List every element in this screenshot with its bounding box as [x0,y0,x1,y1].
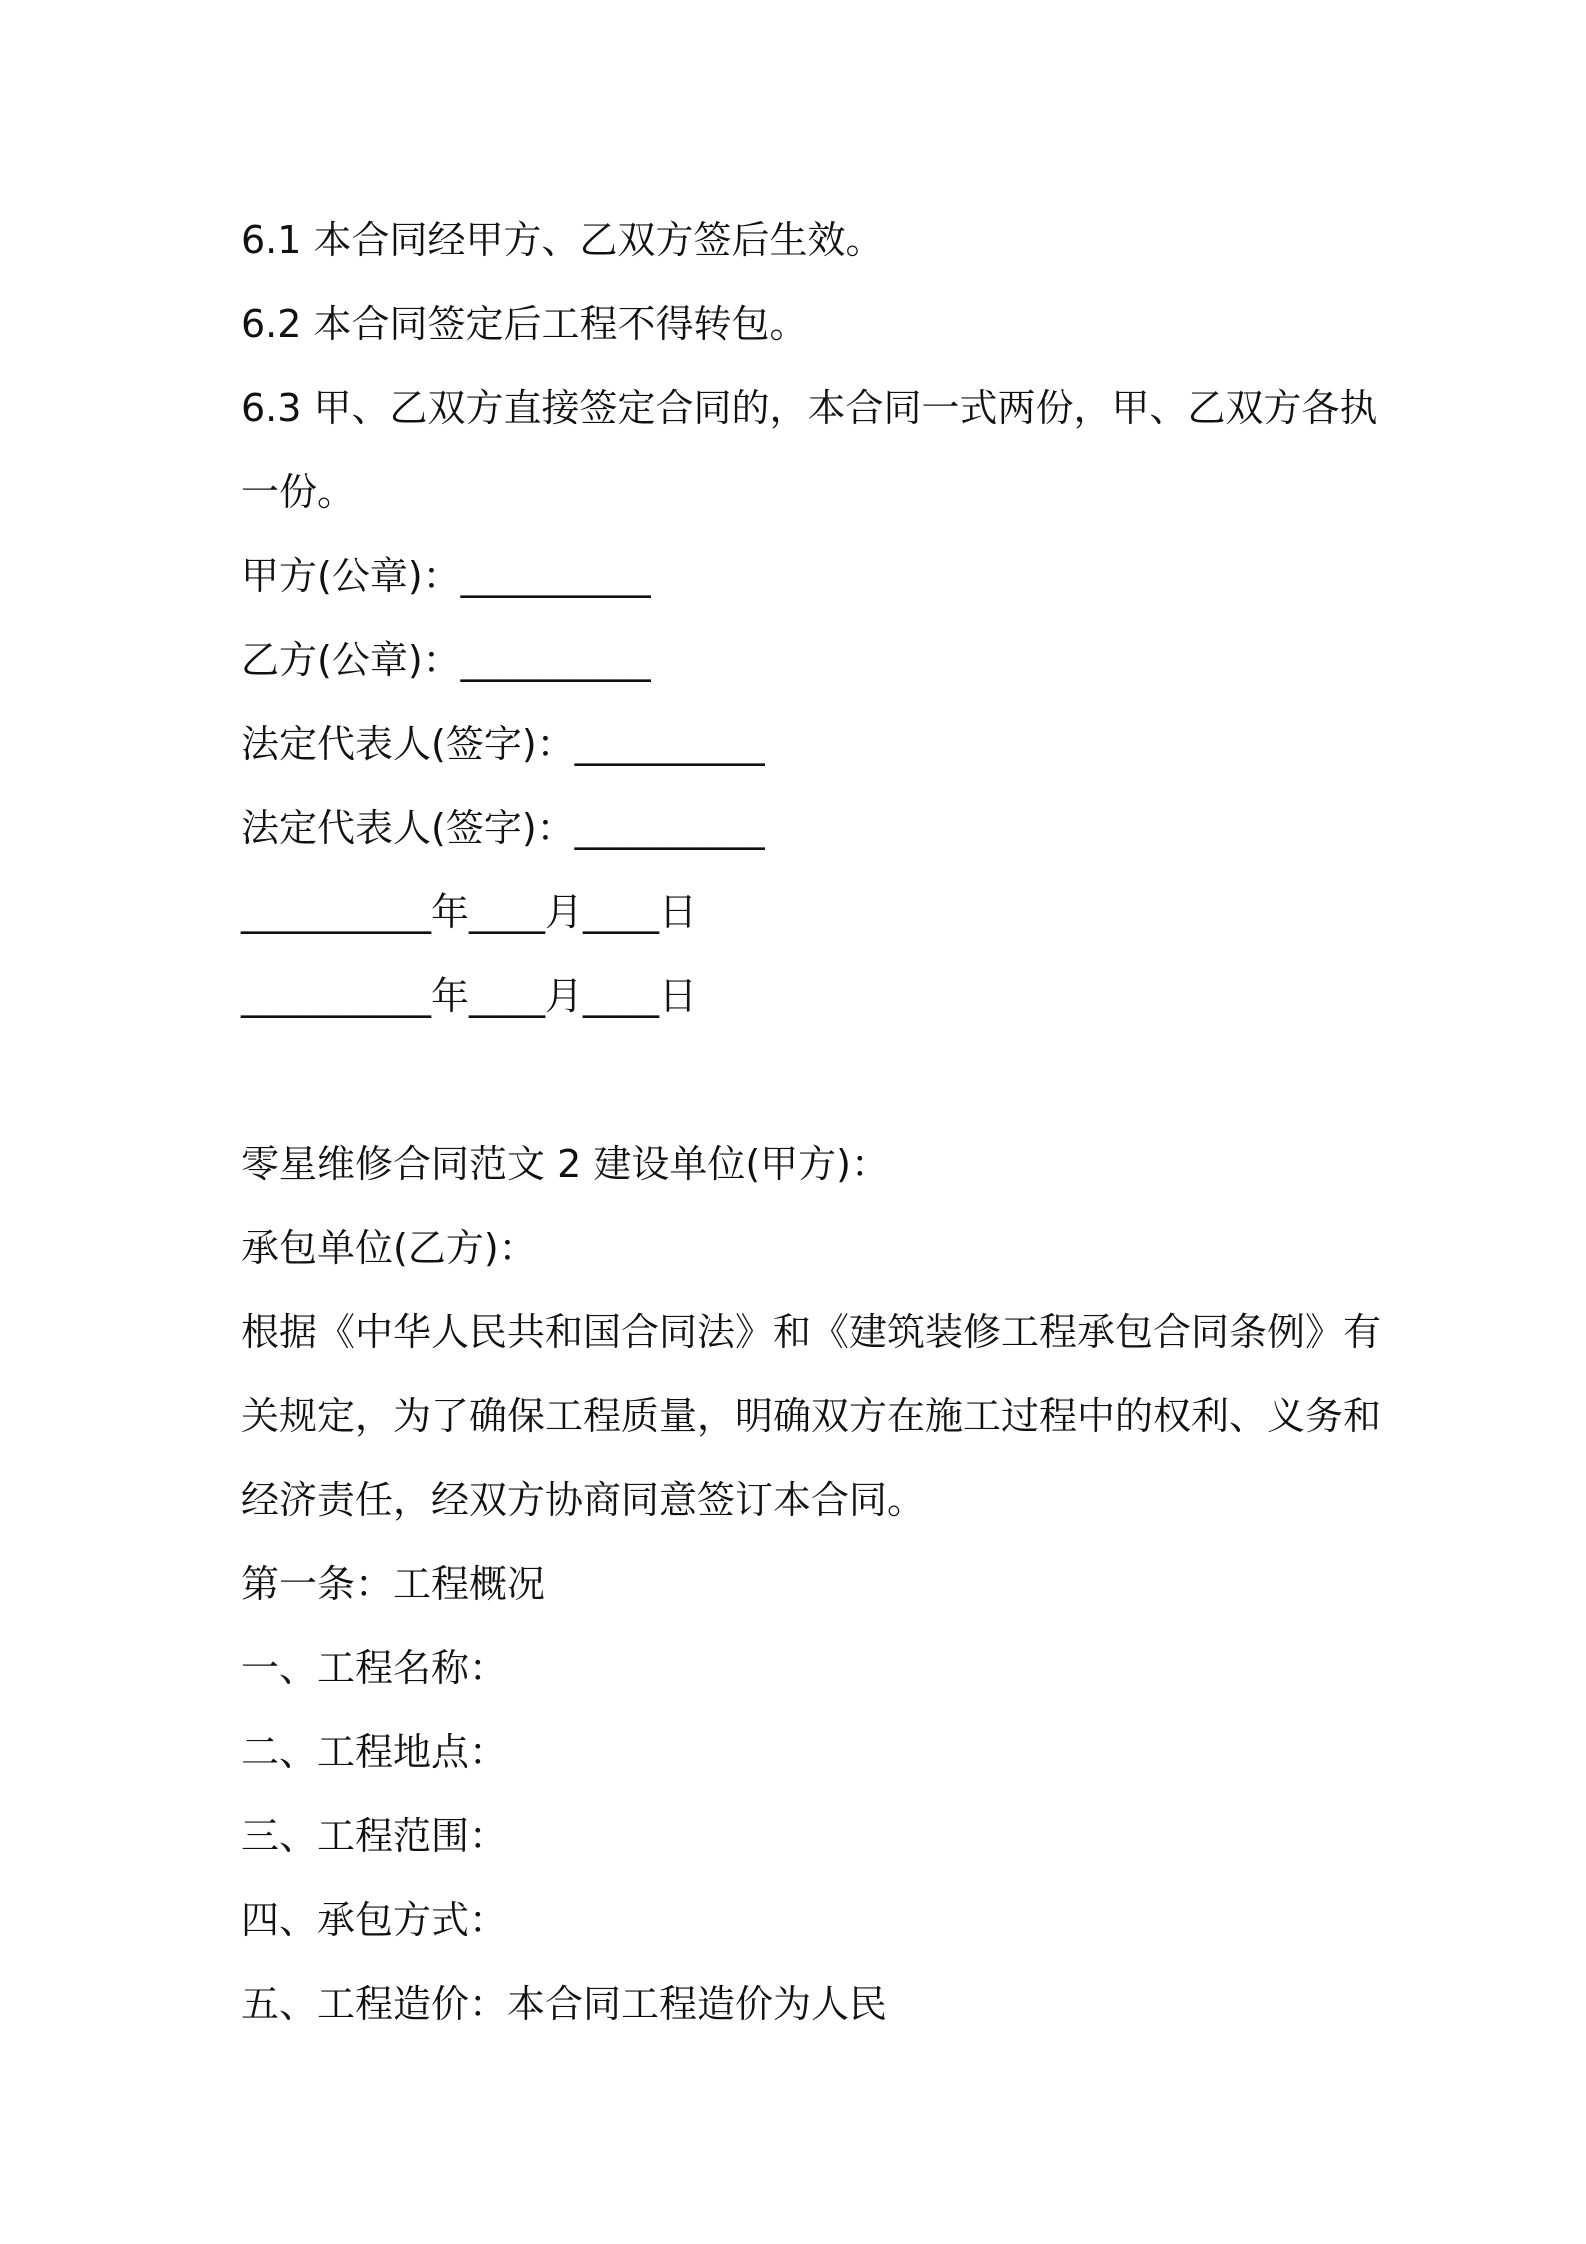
project-scope-line: 三、工程范围： [241,1814,508,1858]
section-spacer [241,1038,1361,1122]
preamble-line: 关规定，为了确保工程质量，明确双方在施工过程中的权利、义务和 [241,1394,1382,1438]
sample-2-heading: 零星维修合同范文 2 建设单位(甲方)： [241,1142,889,1186]
clause-6-2: 6.2 本合同签定后工程不得转包。 [241,302,808,346]
date-line: __________年____月____日 [241,974,698,1018]
preamble-line: 根据《中华人民共和国合同法》和《建筑装修工程承包合同条例》有 [241,1310,1382,1354]
contractor-line: 承包单位(乙方)： [241,1226,537,1270]
date-line: __________年____月____日 [241,890,698,934]
party-b-seal-line: 乙方(公章)：__________ [241,638,651,682]
article-one-heading: 第一条：工程概况 [241,1562,546,1606]
clause-6-3: 6.3 甲、乙双方直接签定合同的，本合同一式两份，甲、乙双方各执 [241,386,1378,430]
party-a-seal-line: 甲方(公章)：__________ [241,554,651,598]
document-body [241,198,1382,2046]
legal-representative-signature-line: 法定代表人(签字)：__________ [241,806,765,850]
project-name-line: 一、工程名称： [241,1646,508,1690]
preamble-line: 经济责任，经双方协商同意签订本合同。 [241,1478,926,1522]
clause-6-3-continued: 一份。 [241,470,356,514]
clause-6-1: 6.1 本合同经甲方、乙双方签后生效。 [241,218,884,262]
legal-representative-signature-line: 法定代表人(签字)：__________ [241,722,765,766]
contract-method-line: 四、承包方式： [241,1898,508,1942]
project-cost-line: 五、工程造价：本合同工程造价为人民 [241,1982,888,2026]
project-location-line: 二、工程地点： [241,1730,508,1774]
